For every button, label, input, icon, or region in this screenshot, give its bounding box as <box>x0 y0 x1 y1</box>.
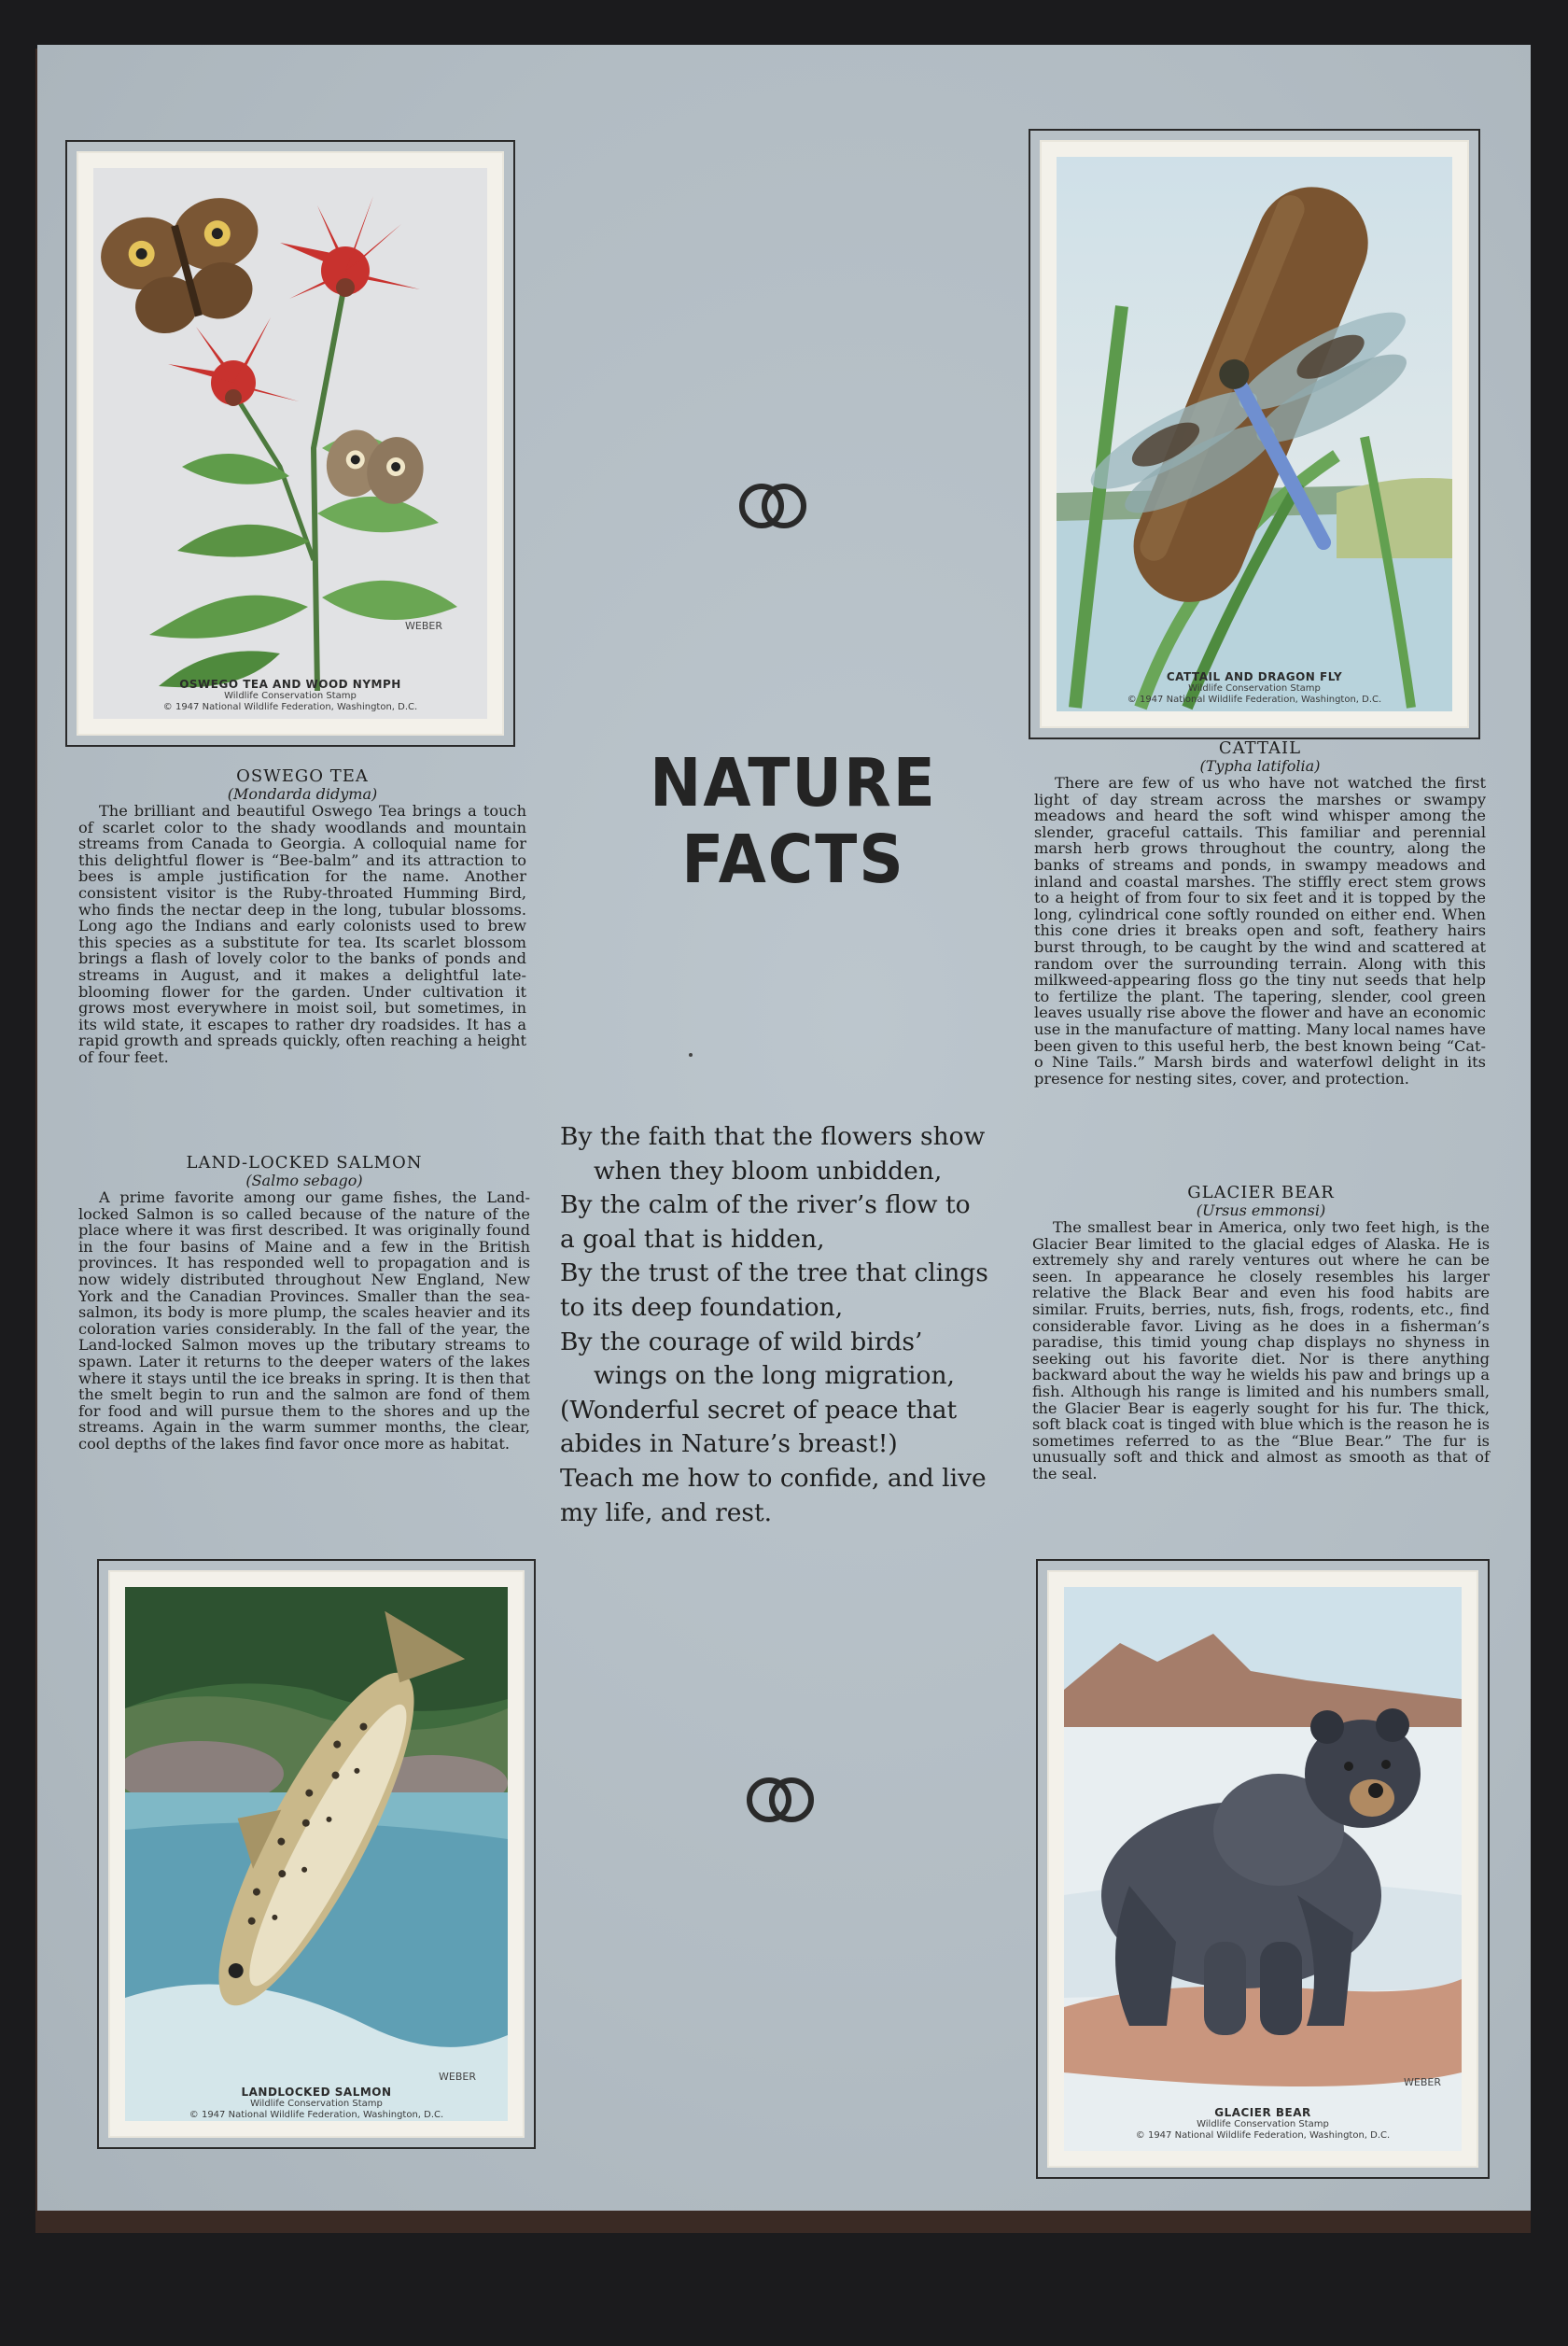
stamp-bear-title: GLACIER BEAR <box>1214 2106 1311 2119</box>
poem-line: a goal that is hidden, <box>560 1224 825 1254</box>
rings-ornament-top <box>734 478 812 534</box>
stamp-bear-line1: Wildlife Conservation Stamp <box>1197 2119 1329 2129</box>
page-title-line2: FACTS <box>681 820 905 899</box>
stamp-salmon <box>110 1572 523 2136</box>
poem <box>560 1120 1006 1530</box>
article-salmon-heading: LAND-LOCKED SALMON <box>186 1153 423 1173</box>
stamp-mount-cattail <box>1029 129 1480 739</box>
stamp-mount-salmon <box>97 1559 536 2149</box>
article-salmon-body: A prime favorite among our game fishes, the Land-locked Salmon is so called because of the nature of the place where it was first described. It was originally found in the four basins of Maine and a few in the British provinces. It has responded well to propagation and is now widely distributed throughout New England, New York and the Canadian Provinces. Smaller than the sea-salmon, its body is more plump, the scales heavier and its coloration varies considerably. In the fall of the year, the Land-locked Salmon moves up the tributary streams to spawn. Later it returns to the deeper waters of the lakes where it stays until the ice breaks in spring. It is then that the smelt begin to run and the salmon are fond of them for food and will pursue them to the shores and up the streams. Again in the warm summer months, the clear, cool depths of the lakes find favor once more as habitat. <box>78 1188 530 1453</box>
stamp-salmon-line1: Wildlife Conservation Stamp <box>250 2099 383 2109</box>
poem-line: By the faith that the flowers show <box>560 1122 986 1151</box>
stamp-salmon-line2: © 1947 National Wildlife Federation, Washington, D.C. <box>189 2110 444 2120</box>
poem-line: wings on the long migration, <box>594 1361 955 1391</box>
stamp-cattail-title: CATTAIL AND DRAGON FLY <box>1166 670 1343 683</box>
article-salmon <box>78 1154 530 1453</box>
page-title <box>579 745 1008 898</box>
stamp-salmon-title: LANDLOCKED SALMON <box>241 2086 392 2099</box>
stamp-salmon-artist: WEBER <box>439 2071 476 2083</box>
stamp-oswego-caption <box>93 678 487 713</box>
stamp-oswego-art <box>93 168 487 719</box>
article-oswego-heading: OSWEGO TEA <box>236 766 369 786</box>
article-cattail-body: There are few of us who have not watched the first light of day stream across the marshes or swampy meadows and heard the soft wind whisper among the slender, graceful cattails. This familiar and perennial marsh herb grows throughout the country, along the banks of streams and ponds, in swampy meadows and inland and coastal marshes. The stiffly erect stem grows to a height of from four to six feet and it is topped by the long, cylindrical cone softly rounded on either end. When this cone dries it breaks open and soft, feathery hairs burst through, to be caught by the wind and scattered at random over the surrounding terrain. Along with this milkweed-appearing floss go the tiny nut seeds that help to fertilize the plant. The tapering, slender, cool green leaves usually rise above the flower and have an economic use in the manufacture of matting. Many local names have been given to this useful herb, the best known being “Cat-o Nine Tails.” Marsh birds and waterfowl delight in its presence for nesting sites, cover, and protection. <box>1034 774 1486 1088</box>
stamp-bear-line2: © 1947 National Wildlife Federation, Washington, D.C. <box>1135 2130 1391 2141</box>
poem-line: (Wonderful secret of peace that <box>560 1395 958 1425</box>
article-salmon-scientific: (Salmo sebago) <box>245 1172 363 1189</box>
stamp-salmon-art <box>125 1587 508 2121</box>
rings-ornament-bottom <box>741 1772 819 1828</box>
stamp-cattail-line1: Wildlife Conservation Stamp <box>1188 683 1321 694</box>
page-dot <box>689 1053 693 1057</box>
article-oswego-scientific: (Mondarda didyma) <box>227 785 378 803</box>
article-cattail-scientific: (Typha latifolia) <box>1199 757 1321 775</box>
stamp-cattail-art <box>1057 157 1452 711</box>
article-bear-body: The smallest bear in America, only two feet high, is the Glacier Bear limited to the glacial edges of Alaska. He is extremely shy and rarely ventures out where he can be seen. In appearance he closely resembles his larger relative the Black Bear and even his food habits are similar. Fruits, berries, nuts, fish, frogs, rodents, etc., find considerable favor. Living as he does in a fisherman’s paradise, this timid young chap displays no shyness in seeking out his favorite diet. Nor is there anything backward about the way he wields his paw and brings up a fish. Although his range is limited and his numbers small, the Glacier Bear is eagerly sought for his fur. The thick, soft black coat is tinged with blue which is the reason he is sometimes referred to as the “Blue Bear.” The fur is unusually soft and thick and almost as smooth as that of the seal. <box>1032 1218 1490 1482</box>
poem-line: By the courage of wild birds’ <box>560 1327 923 1356</box>
stamp-salmon-caption <box>125 2086 508 2121</box>
poem-line: to its deep foundation, <box>560 1292 844 1322</box>
article-cattail-heading: CATTAIL <box>1218 738 1302 758</box>
poem-line: Teach me how to confide, and live <box>560 1463 987 1493</box>
article-bear <box>1032 1184 1490 1482</box>
poem-line: abides in Nature’s breast!) <box>560 1429 898 1459</box>
stamp-oswego <box>78 153 502 734</box>
stamp-bear-caption <box>1064 2106 1462 2142</box>
poem-line: By the calm of the river’s flow to <box>560 1190 971 1220</box>
poem-line: By the trust of the tree that clings <box>560 1258 988 1288</box>
poem-line: when they bloom unbidden, <box>594 1156 943 1186</box>
poem-line: my life, and rest. <box>560 1497 773 1527</box>
stamp-bear-artist: WEBER <box>1404 2076 1441 2088</box>
stamp-cattail <box>1042 142 1467 726</box>
stamp-oswego-title: OSWEGO TEA AND WOOD NYMPH <box>179 678 401 691</box>
article-cattail <box>1034 739 1486 1087</box>
stamp-cattail-caption <box>1057 670 1452 706</box>
stamp-oswego-line1: Wildlife Conservation Stamp <box>224 691 357 701</box>
stamp-mount-bear <box>1036 1559 1490 2179</box>
stamp-bear <box>1049 1572 1477 2166</box>
article-bear-scientific: (Ursus emmonsi) <box>1196 1201 1326 1219</box>
stamp-cattail-line2: © 1947 National Wildlife Federation, Washington, D.C. <box>1127 695 1382 705</box>
stamp-oswego-line2: © 1947 National Wildlife Federation, Washington, D.C. <box>162 702 418 712</box>
article-oswego-body: The brilliant and beautiful Oswego Tea brings a touch of scarlet color to the shady woodlands and mountain streams from Canada to Georgia. A colloquial name for this delightful flower is “Bee-balm” and its attraction to bees is ample justification for the name. Another consistent visitor is the Ruby-throated Humming Bird, who finds the nectar deep in the long, tubular blossoms. Long ago the Indians and early colonists used to brew this species as a substitute for tea. Its scarlet blossom brings a flash of lovely color to the banks of ponds and streams in August, and it makes a delightful late-blooming flower for the garden. Under cultivation it grows most everywhere in moist soil, but sometimes, in its wild state, it escapes to rather dry roadsides. It has a rapid growth and spreads quickly, often reaching a height of four feet. <box>78 802 526 1066</box>
article-oswego <box>78 767 526 1066</box>
stamp-mount-oswego <box>65 140 515 747</box>
stamp-oswego-artist: WEBER <box>405 620 442 632</box>
article-bear-heading: GLACIER BEAR <box>1187 1183 1335 1202</box>
stamp-bear-art <box>1064 1587 1462 2151</box>
page-title-line1: NATURE <box>650 743 937 822</box>
